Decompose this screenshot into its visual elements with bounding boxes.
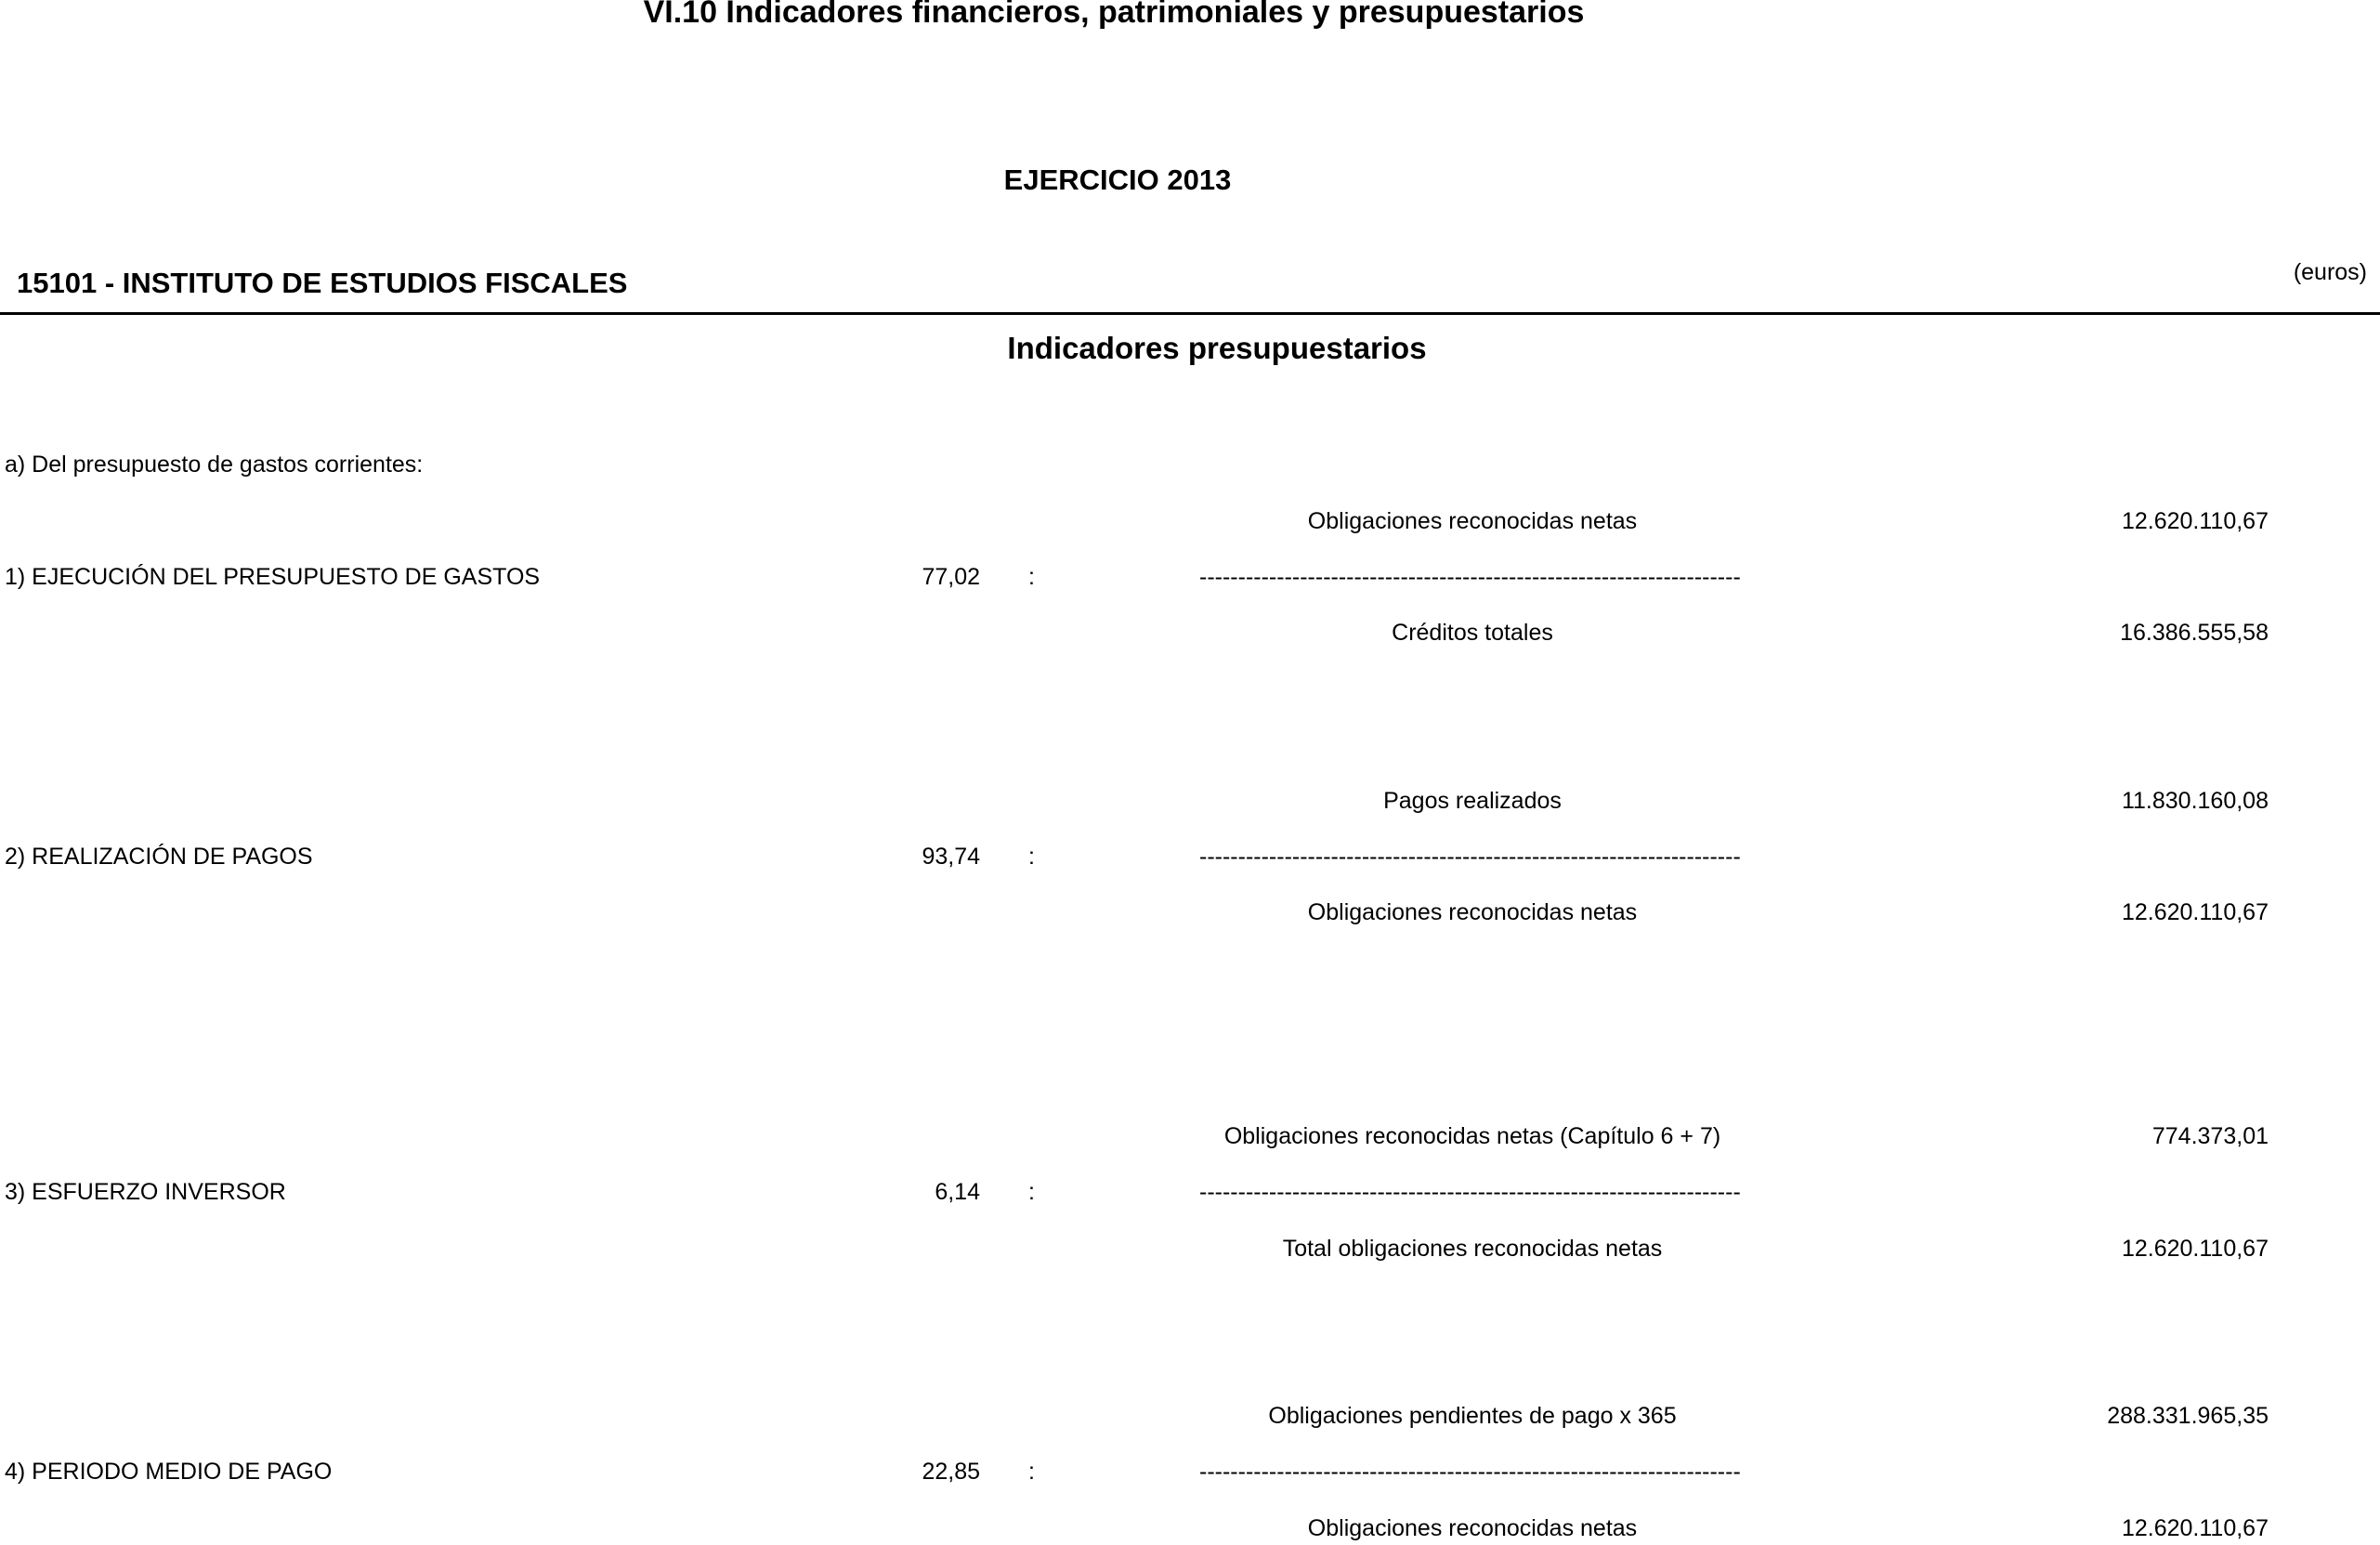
fraction-separator: ---------------------------------------------------------------------- — [1199, 1179, 1741, 1205]
denominator-amount: 12.620.110,67 — [2121, 1515, 2269, 1541]
fraction-separator: ---------------------------------------------------------------------- — [1199, 564, 1741, 590]
indicator-name: 2) REALIZACIÓN DE PAGOS — [5, 844, 313, 870]
indicator-colon: : — [1028, 1459, 1035, 1485]
header-divider — [0, 312, 2380, 315]
indicator-value: 6,14 — [935, 1179, 980, 1205]
page-title: VI.10 Indicadores financieros, patrimoniales y presupuestarios — [643, 0, 1585, 30]
numerator-amount: 11.830.160,08 — [2121, 788, 2269, 814]
denominator-label: Obligaciones reconocidas netas — [1307, 899, 1638, 925]
indicator-value: 93,74 — [922, 844, 980, 870]
denominator-amount: 12.620.110,67 — [2121, 1236, 2269, 1262]
numerator-amount: 288.331.965,35 — [2107, 1403, 2269, 1429]
fraction-separator: ---------------------------------------------------------------------- — [1199, 1459, 1741, 1485]
indicator-name: 1) EJECUCIÓN DEL PRESUPUESTO DE GASTOS — [5, 564, 541, 590]
numerator-amount: 774.373,01 — [2151, 1123, 2269, 1149]
numerator-label: Pagos realizados — [1383, 788, 1562, 814]
denominator-label: Créditos totales — [1392, 620, 1553, 646]
section-title: Indicadores presupuestarios — [1007, 331, 1427, 365]
units-label: (euros) — [2293, 259, 2367, 285]
indicator-colon: : — [1028, 844, 1035, 870]
group-label: a) Del presupuesto de gastos corrientes: — [5, 452, 424, 478]
denominator-amount: 16.386.555,58 — [2120, 620, 2269, 646]
numerator-label: Obligaciones reconocidas netas — [1307, 508, 1638, 534]
indicator-colon: : — [1028, 564, 1035, 590]
numerator-label: Obligaciones reconocidas netas (Capítulo 6 + 7) — [1223, 1123, 1721, 1149]
indicator-colon: : — [1028, 1179, 1035, 1205]
indicator-name: 3) ESFUERZO INVERSOR — [5, 1179, 286, 1205]
denominator-label: Total obligaciones reconocidas netas — [1282, 1236, 1663, 1262]
fraction-separator: ---------------------------------------------------------------------- — [1199, 844, 1741, 870]
indicator-value: 22,85 — [922, 1459, 980, 1485]
fiscal-year-heading: EJERCICIO 2013 — [1003, 164, 1232, 196]
denominator-label: Obligaciones reconocidas netas — [1307, 1515, 1638, 1541]
numerator-amount: 12.620.110,67 — [2121, 508, 2269, 534]
denominator-amount: 12.620.110,67 — [2121, 899, 2269, 925]
indicator-name: 4) PERIODO MEDIO DE PAGO — [5, 1459, 333, 1485]
indicator-value: 77,02 — [922, 564, 980, 590]
numerator-label: Obligaciones pendientes de pago x 365 — [1268, 1403, 1677, 1429]
entity-heading: 15101 - INSTITUTO DE ESTUDIOS FISCALES — [17, 267, 628, 299]
